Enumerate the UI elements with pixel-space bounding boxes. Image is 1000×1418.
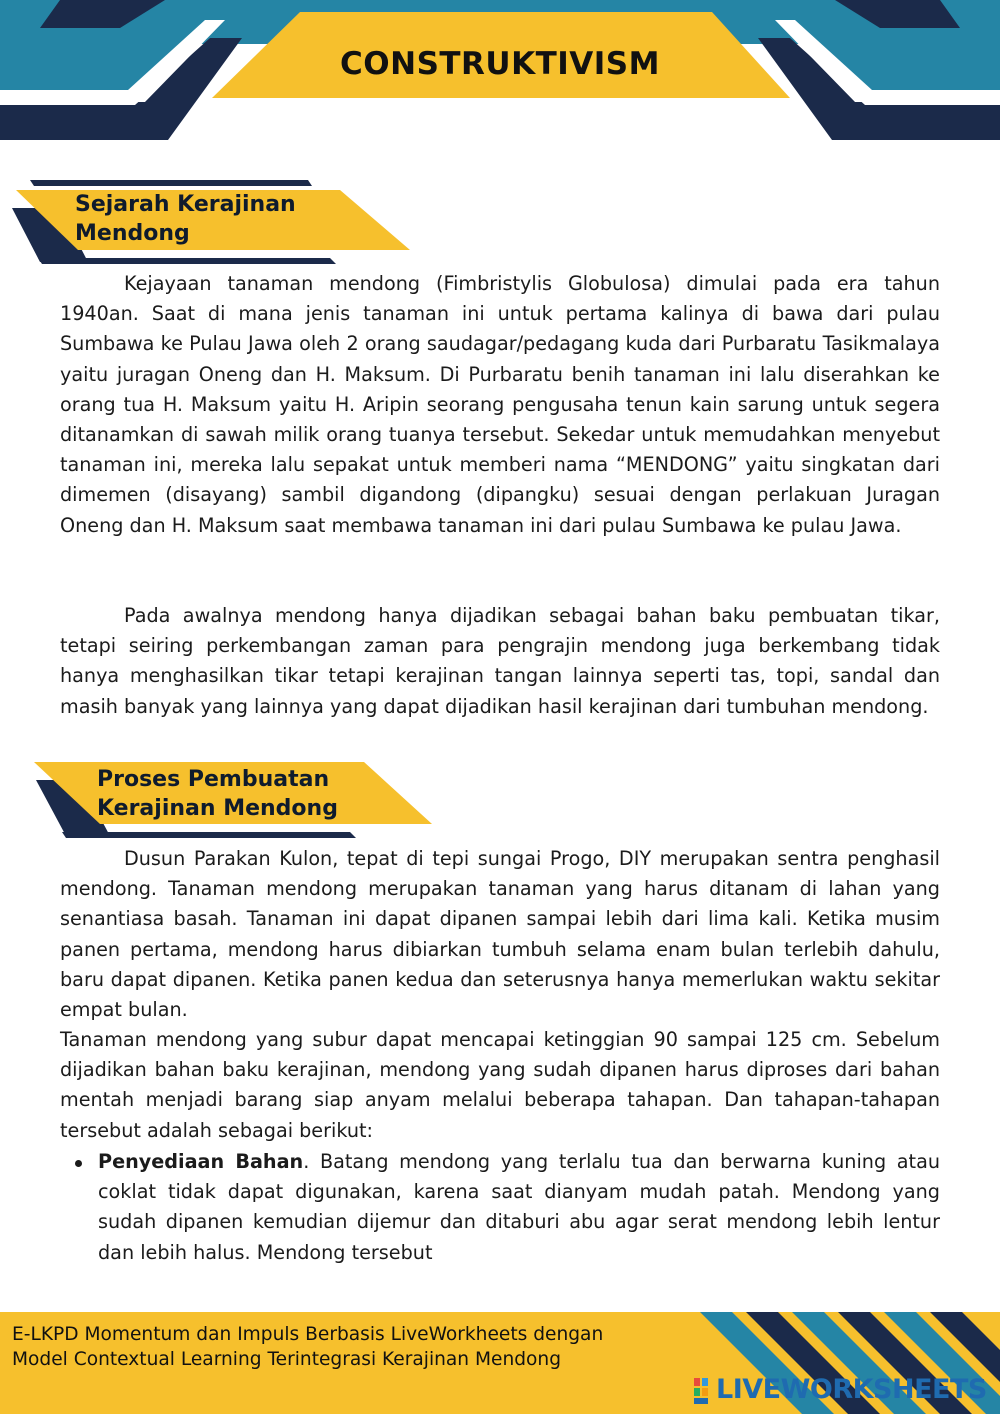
list-item [60, 1147, 940, 1268]
section2-title-line2: Kerajinan Mendong [97, 796, 338, 821]
logo-block-4 [702, 1388, 708, 1396]
logo-block-3 [694, 1388, 700, 1396]
bullet-icon [75, 1160, 82, 1167]
section2-title [97, 765, 338, 823]
section2-paragraph-1: Dusun Parakan Kulon, tepat di tepi sungai Progo, DIY merupakan sentra penghasil mendong. Tanaman mendong merupakan tanaman yang harus ditanam di lahan yang senantiasa basah. Tanaman ini dapat dipanen sampai lebih dari lima kali. Ketika musim panen pertama, mendong harus dibiarkan tumbuh selama enam bulan terlebih dahulu, baru dapat dipanen. Ketika panen kedua dan seterusnya hanya memerlukan waktu sekitar empat bulan. [60, 847, 940, 1022]
section1-title-line1: Sejarah Kerajinan [75, 192, 296, 217]
section2-title-line1: Proses Pembuatan [97, 767, 330, 792]
section2-ribbon-navy-base [62, 832, 356, 838]
footer-line-1: E-LKPD Momentum dan Impuls Berbasis LiveWorkheets dengan [12, 1324, 604, 1345]
step-text: . Batang mendong yang terlalu tua dan berwarna kuning atau coklat tidak dapat digunakan, karena saat dianyam mudah patah. Mendong yang sudah dipanen kemudian dijemur dan ditaburi abu agar serat mendong lebih lentur dan lebih halus. Mendong tersebut [98, 1150, 941, 1264]
section1-title-line2: Mendong [75, 221, 190, 246]
section1-paragraph-1: Kejayaan tanaman mendong (Fimbristylis Globulosa) dimulai pada era tahun 1940an. Saat di mana jenis tanaman ini untuk pertama kalinya di bawa dari pulau Sumbawa ke Pulau Jawa oleh 2 orang saudagar/pedagang kuda dari Purbaratu Tasikmalaya yaitu juragan Oneng dan H. Maksum. Di Purbaratu benih tanaman ini lalu diserahkan ke orang tua H. Maksum yaitu H. Aripin seorang pengusaha tenun kain sarung untuk segera ditanamkan di sawah milik orang tuanya tersebut. Sekedar untuk memudahkan menyebut tanaman ini, mereka lalu sepakat untuk memberi nama “MENDONG” yaitu singkatan dari dimemen (disayang) sambil digandong (dipangku) sesuai dengan perlakuan Juragan Oneng dan H. Maksum saat membawa tanaman ini dari pulau Sumbawa ke pulau Jawa. [60, 272, 940, 537]
logo-block-1 [694, 1378, 700, 1386]
step-term: Penyediaan Bahan [98, 1150, 304, 1173]
liveworksheets-watermark: LIVEWORKSHEETS [716, 1374, 987, 1405]
page-title: CONSTRUKTIVISM [340, 46, 660, 82]
section1-paragraph-2: Pada awalnya mendong hanya dijadikan sebagai bahan baku pembuatan tikar, tetapi seiring perkembangan zaman para pengrajin mendong juga berkembang tidak hanya menghasilkan tikar tetapi kerajinan tangan lainnya seperti tas, topi, sandal dan masih banyak yang lainnya yang dapat dijadikan hasil kerajinan dari tumbuhan mendong. [60, 604, 940, 718]
footer-caption [12, 1322, 732, 1372]
process-steps-list [60, 1147, 940, 1268]
footer-line-2: Model Contextual Learning Terintegrasi Kerajinan Mendong [12, 1349, 562, 1370]
logo-block-5 [694, 1398, 708, 1404]
logo-block-2 [702, 1378, 708, 1386]
section2-paragraph-2: Tanaman mendong yang subur dapat mencapai ketinggian 90 sampai 125 cm. Sebelum dijadikan bahan baku kerajinan, mendong yang sudah dipanen harus diproses dari bahan mentah menjadi barang siap anyam melalui beberapa tahapan. Dan tahapan-tahapan tersebut adalah sebagai berikut: [60, 1028, 940, 1142]
section2-ribbon [0, 0, 460, 845]
